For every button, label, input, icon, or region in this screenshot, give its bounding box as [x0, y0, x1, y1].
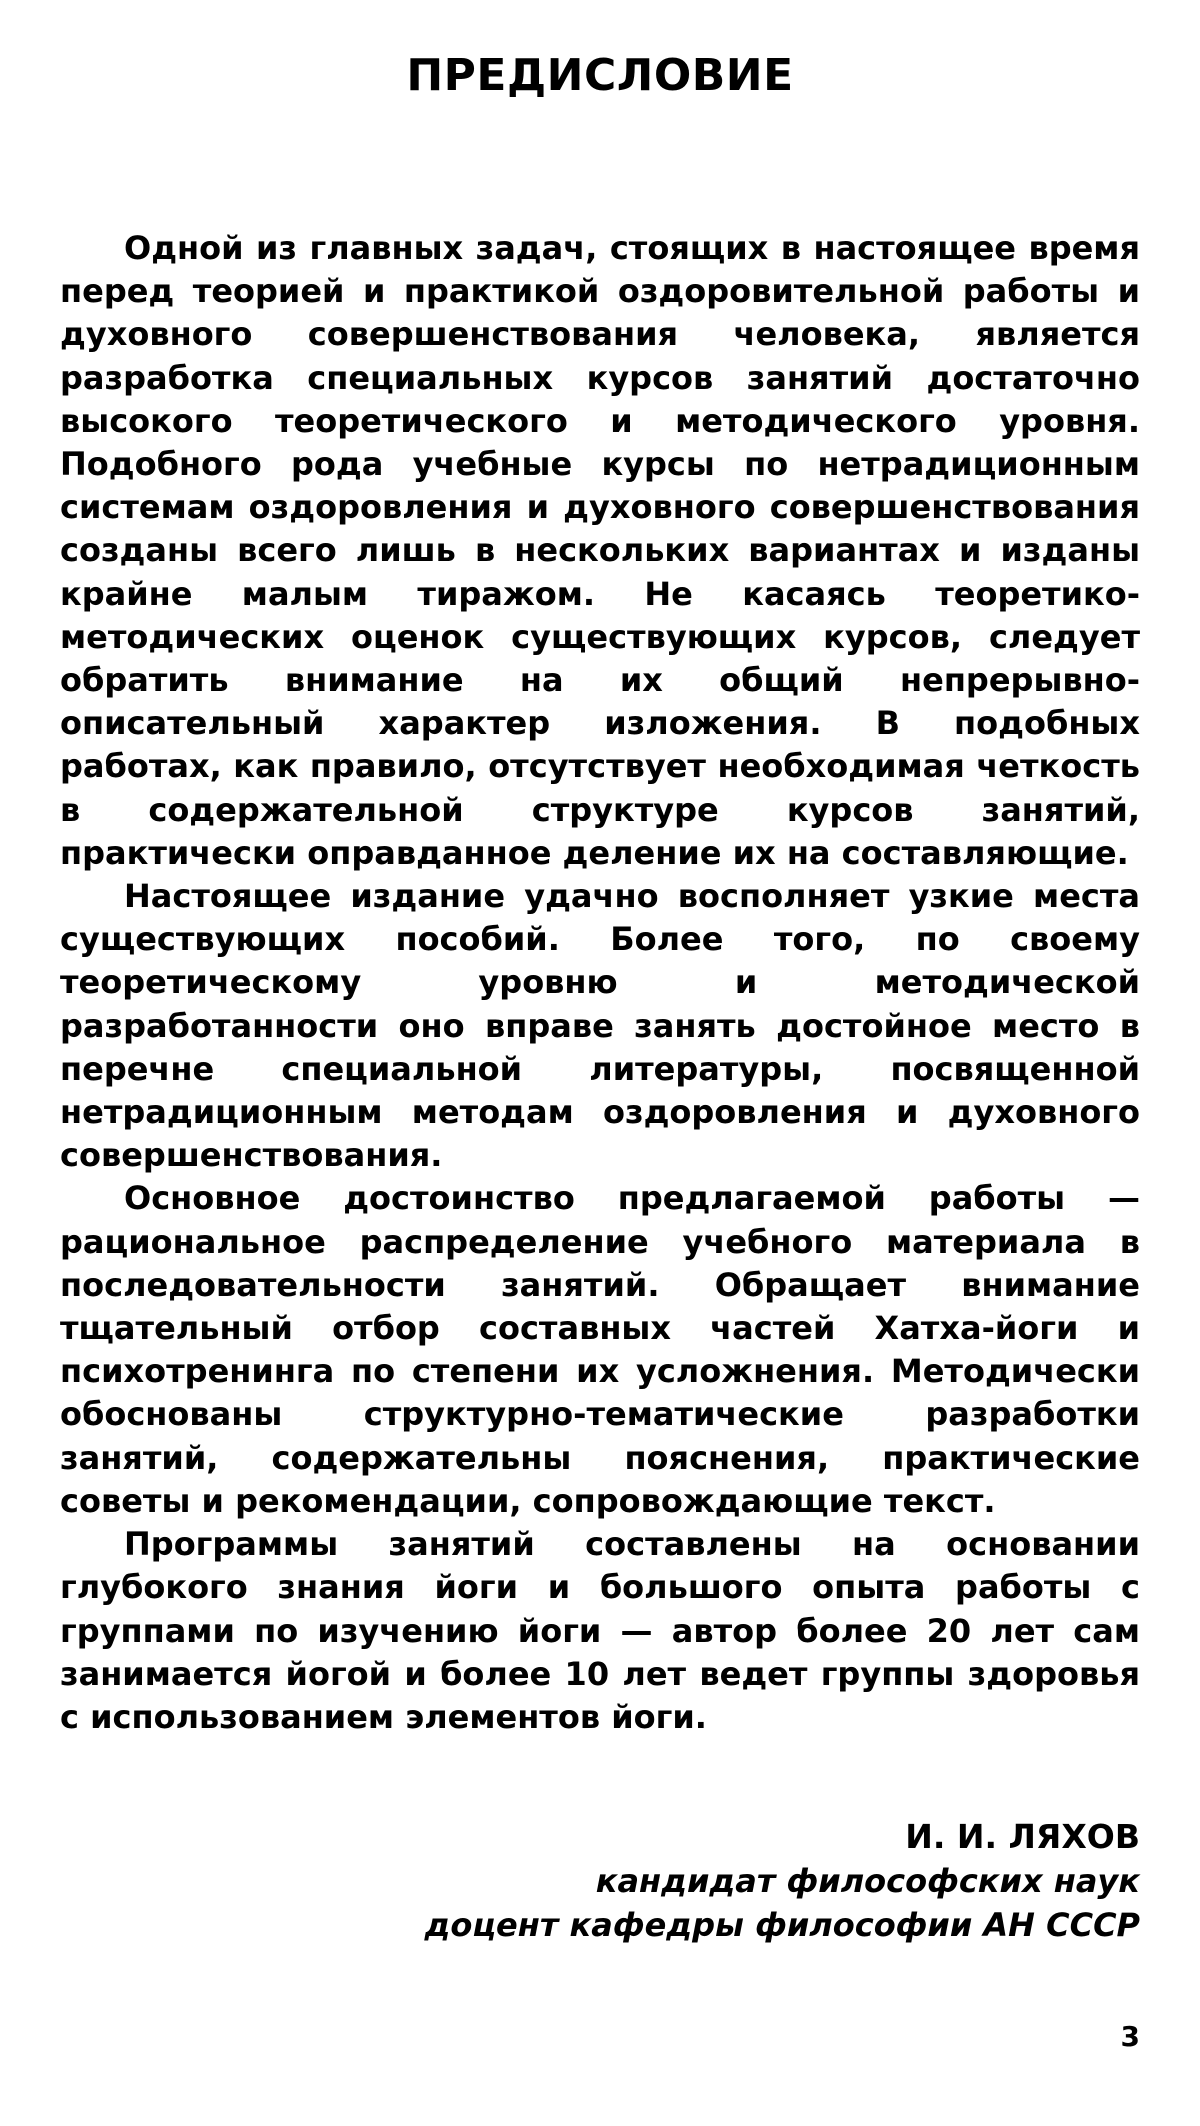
author-position: доцент кафедры философии АН СССР [424, 1906, 1140, 1944]
paragraph-3: Основное достоинство предлагаемой работы — рациональное распределение учебного материала в последовательности занятий. Обращает внимание тщательный отбор составных частей Хатха-йоги и психотренинга по степени их усложнения. Методически обоснованы структурно-тематические разработки занятий, содержательны пояснения, практические советы и рекомендации, сопровождающие текст. [60, 1179, 1140, 1520]
page-title: ПРЕДИСЛОВИЕ [406, 50, 794, 101]
paragraph-4: Программы занятий составлены на основании глубокого знания йоги и большого опыта работы с группами по изучению йоги — автор более 20 лет сам занимается йогой и более 10 лет ведет группы здоровья с использованием элементов йоги. [60, 1525, 1140, 1736]
signature-block [424, 1815, 1140, 1947]
paragraph-1: Одной из главных задач, стоящих в настоящее время перед теорией и практикой оздоровительной работы и духовного совершенствования человека, является разработка специальных курсов занятий достаточно высокого теоретического и методического уровня. Подобного рода учебные курсы по нетрадиционным системам оздоровления и духовного совершенствования созданы всего лишь в нескольких вариантах и изданы крайне малым тиражом. Не касаясь теоретико-методических оценок существующих курсов, следует обратить внимание на их общий непрерывно-описательный характер изложения. В подобных работах, как правило, отсутствует необходимая четкость в содержательной структуре курсов занятий, практически оправданное деление их на составляющие. [60, 229, 1140, 872]
page-number: 3 [1120, 2020, 1140, 2053]
author-name: И. И. ЛЯХОВ [905, 1817, 1140, 1856]
preface-body [60, 227, 1140, 1739]
author-degree: кандидат философских наук [595, 1862, 1140, 1900]
paragraph-2: Настоящее издание удачно восполняет узкие места существующих пособий. Более того, по своему теоретическому уровню и методической разработанности оно вправе занять достойное место в перечне специальной литературы, посвященной нетрадиционным методам оздоровления и духовного совершенствования. [60, 877, 1140, 1175]
